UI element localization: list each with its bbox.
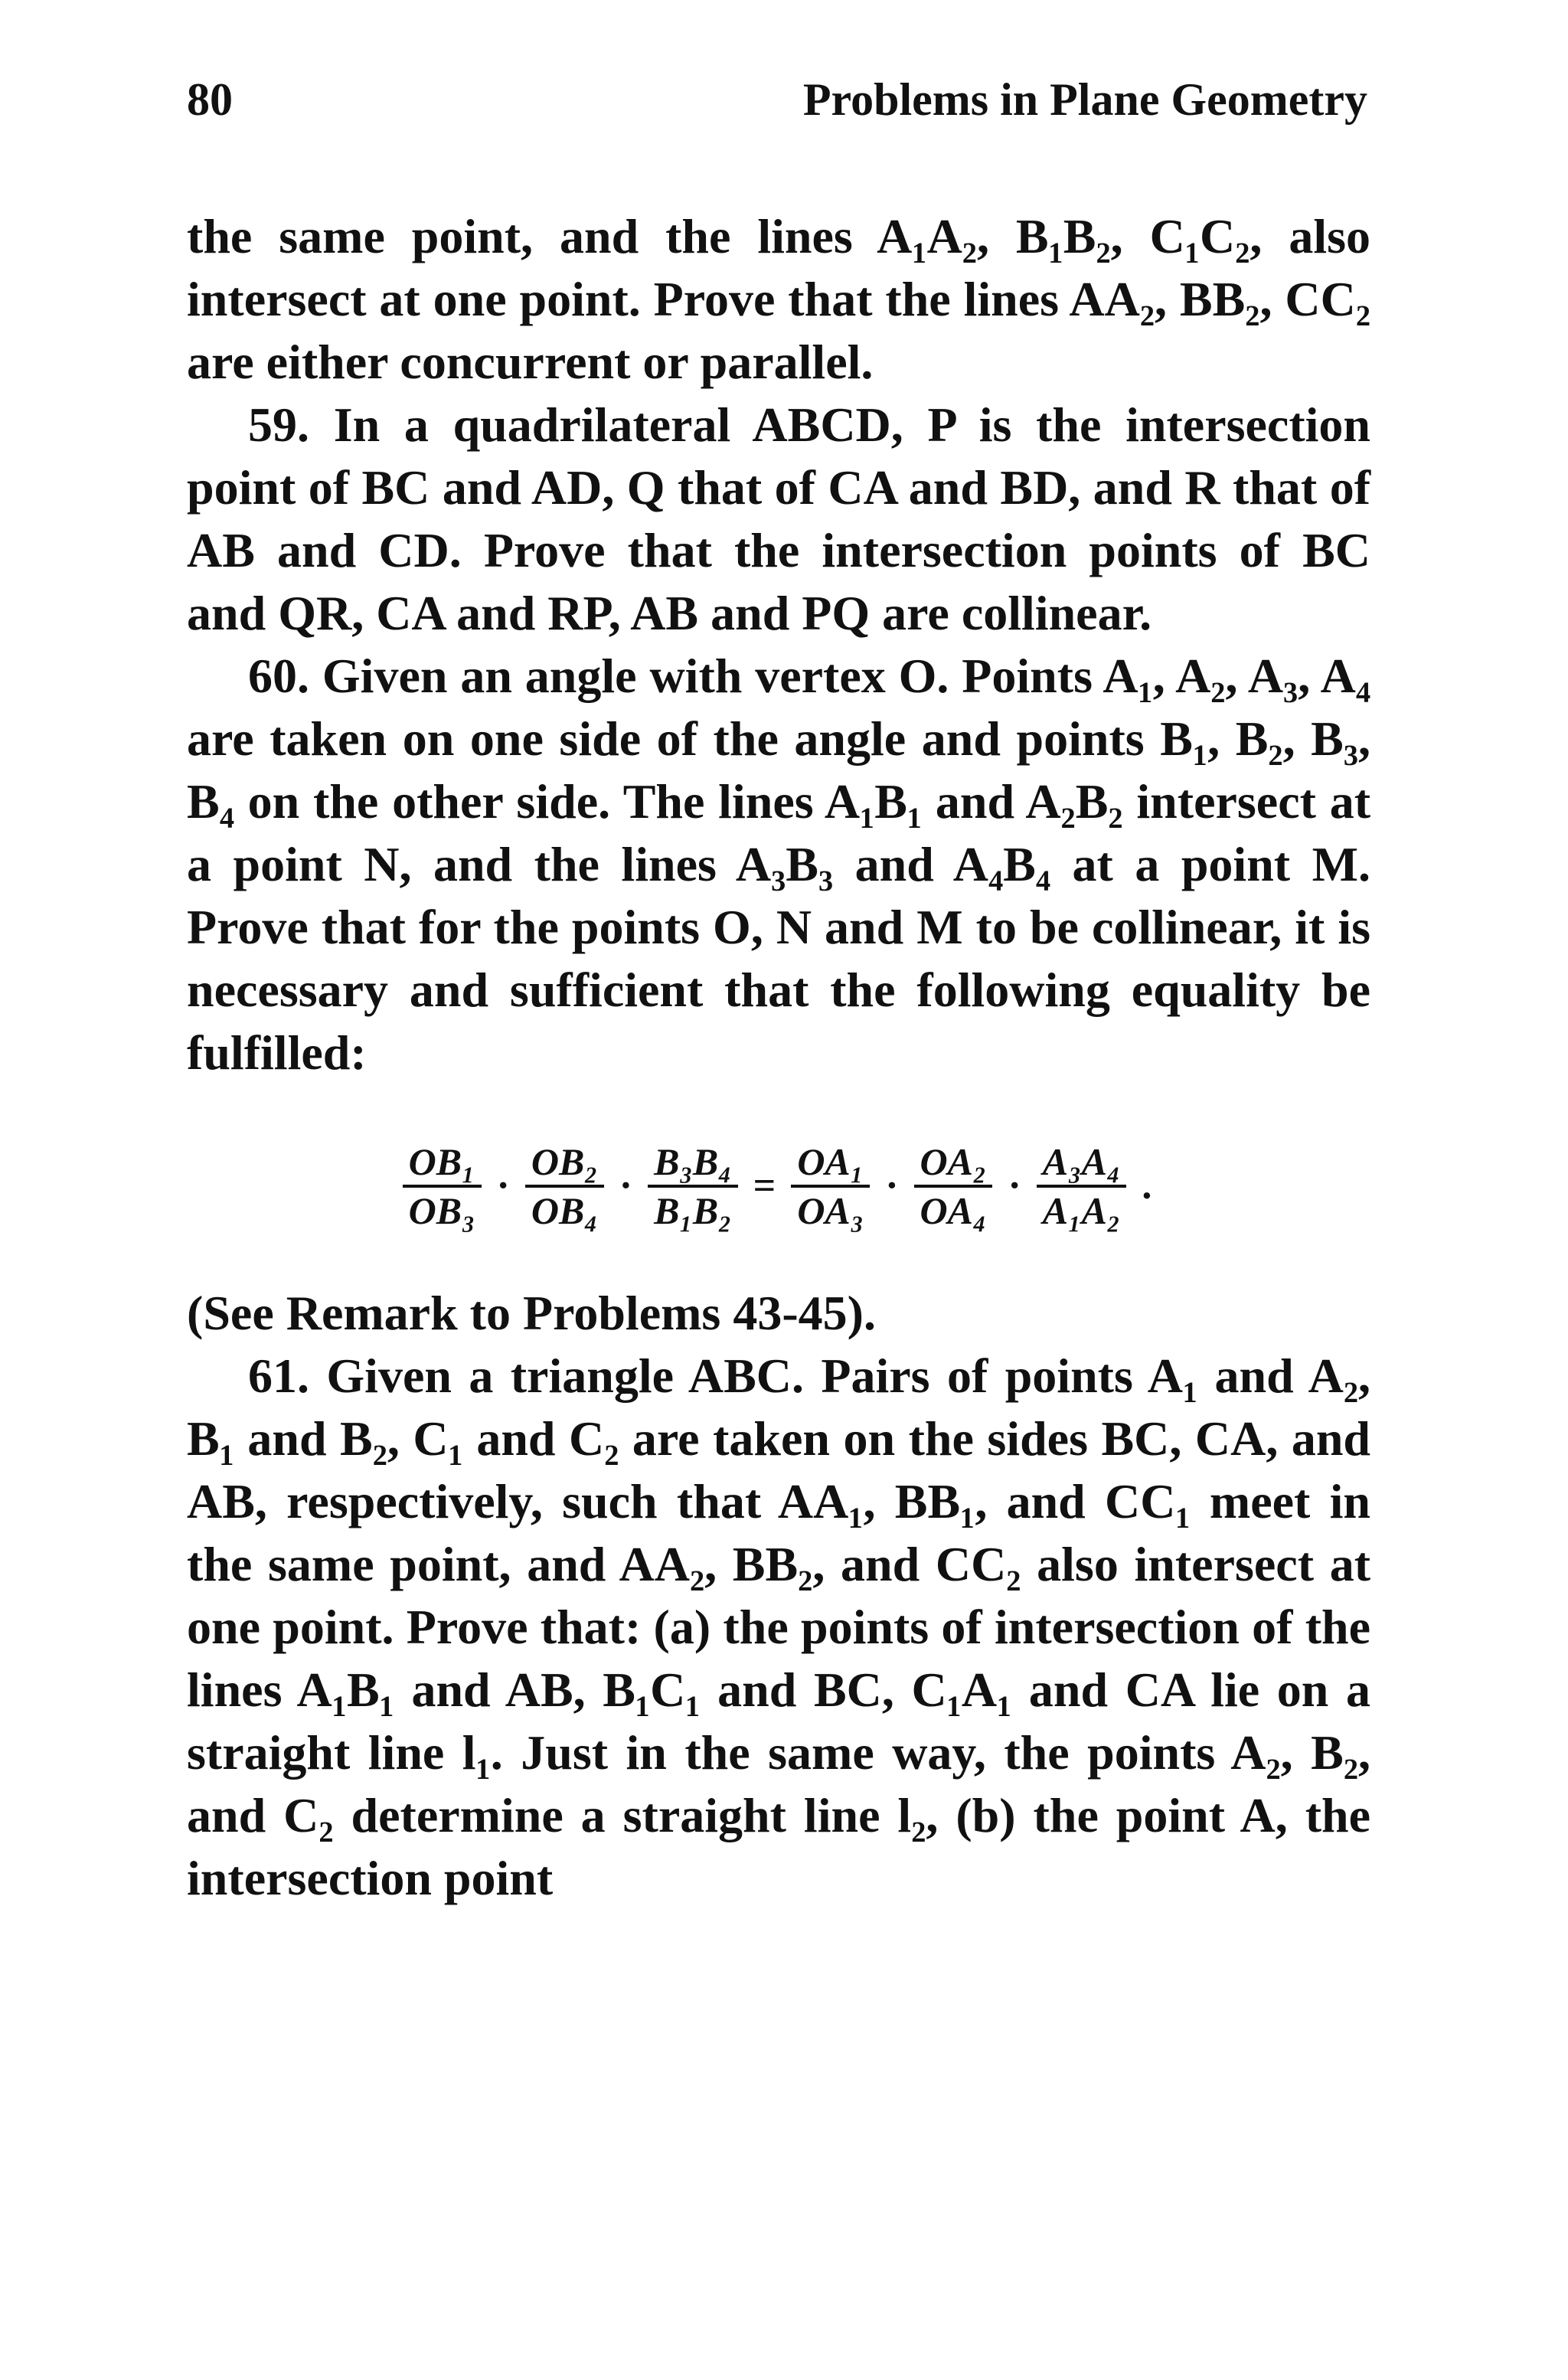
denominator: OA₄ [920, 1189, 987, 1232]
problem-58-continuation: the same point, and the lines A₁A₂, B₁B₂, C₁C₂, also intersect at one point. Prove that the lines AA₂, BB₂, CC₂ are either concurrent or parallel. [187, 209, 1370, 389]
fraction-oa1-oa3 [791, 1139, 870, 1234]
multiply-dot: · [619, 1164, 633, 1208]
denominator: OA₃ [797, 1189, 864, 1232]
numerator: A₃A₄ [1042, 1140, 1121, 1183]
page-body [187, 205, 1370, 1910]
multiply-dot: · [496, 1164, 510, 1208]
formula-period: . [1142, 1164, 1152, 1208]
equals-sign: = [753, 1164, 776, 1208]
numerator: OA₂ [920, 1140, 987, 1183]
multiply-dot: · [885, 1164, 899, 1208]
page-number: 80 [187, 74, 233, 125]
numerator: B₃B₄ [654, 1140, 732, 1183]
multiply-dot: · [1008, 1164, 1021, 1208]
numerator: OB₂ [531, 1140, 598, 1183]
fraction-oa2-oa4 [914, 1139, 993, 1234]
equality-formula [187, 1129, 1370, 1244]
running-title: Problems in Plane Geometry [802, 74, 1367, 125]
problem-60-remark: (See Remark to Problems 43-45). [187, 1286, 876, 1340]
denominator: B₁B₂ [654, 1189, 732, 1232]
numerator: OB₁ [408, 1140, 475, 1183]
denominator: A₁A₂ [1042, 1189, 1121, 1232]
problem-61: 61. Given a triangle ABC. Pairs of points A₁ and A₂, B₁ and B₂, C₁ and C₂ are taken on the sides BC, CA, and AB, respectively, such that AA₁, BB₁, and CC₁ meet in the same point, and AA₂, BB₂, and CC₂ also intersect at one point. Prove that: (a) the points of intersection of the lines A₁B₁ and AB, B₁C₁ and BC, C₁A₁ and CA lie on a straight line l₁. Just in the same way, the points A₂, B₂, and C₂ determine a straight line l₂, (b) the point A, the intersection point [187, 1349, 1370, 1905]
page-header [187, 74, 1367, 135]
problem-60: 60. Given an angle with vertex O. Points A₁, A₂, A₃, A₄ are taken on one side of the angle and points B₁, B₂, B₃, B₄ on the other side. The lines A₁B₁ and A₂B₂ intersect at a point N, and the lines A₃B₃ and A₄B₄ at a point M. Prove that for the points O, N and M to be collinear, it is necessary and sufficient that the following equality be fulfilled: [187, 649, 1370, 1080]
fraction-a3a4-a1a2 [1037, 1139, 1127, 1234]
numerator: OA₁ [797, 1140, 864, 1183]
fraction-ob1-ob3 [403, 1139, 482, 1234]
problem-59: 59. In a quadrilateral ABCD, P is the intersection point of BC and AD, Q that of CA and BD, and R that of AB and CD. Prove that the intersection points of BC and QR, CA and RP, AB and PQ are collinear. [187, 397, 1370, 640]
denominator: OB₃ [408, 1189, 475, 1232]
denominator: OB₄ [531, 1189, 598, 1232]
fraction-b3b4-b1b2 [648, 1139, 738, 1234]
fraction-ob2-ob4 [525, 1139, 604, 1234]
